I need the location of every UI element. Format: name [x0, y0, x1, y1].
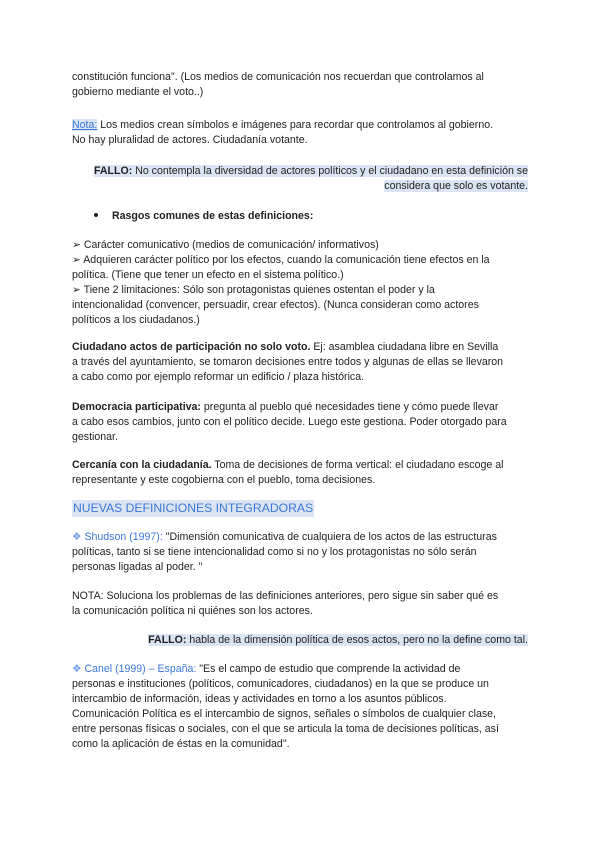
fallo2-label: FALLO: — [148, 634, 187, 646]
section-heading: NUEVAS DEFINICIONES INTEGRADORAS — [73, 501, 314, 515]
bullet-icon — [94, 213, 98, 217]
nota-label: Nota: — [72, 119, 98, 131]
fallo-paragraph: FALLO: No contempla la diversidad de actores políticos y el ciudadano en esta definición se considera que solo es votante. — [94, 165, 528, 192]
shudson-paragraph: ❖ Shudson (1997): "Dimensión comunicativa de cualquiera de los actos de las estructuras políticas, tanto si se tiene intencionalidad como si no y los protagonistas no sólo serán personas ligadas al poder. " — [72, 531, 497, 573]
shudson-label: Shudson (1997): — [81, 531, 163, 543]
diamond-icon: ❖ — [72, 663, 82, 675]
rasgos-heading: Rasgos comunes de estas definiciones: — [72, 209, 530, 224]
nota2-paragraph: NOTA: Soluciona los problemas de las definiciones anteriores, pero sigue sin saber qué es la comunicación política ni quiénes son los actores. — [72, 590, 499, 617]
cercania-paragraph: Cercanía con la ciudadanía. Toma de decisiones de forma vertical: el ciudadano escoge al representante y este cogobierna con el pueblo, toma decisiones. — [72, 459, 504, 486]
intro-paragraph: constitución funciona". (Los medios de comunicación nos recuerdan que controlamos al gobierno mediante el voto..) — [72, 71, 484, 98]
canel-label: Canel (1999) – España: — [81, 663, 197, 675]
nota-paragraph: Nota: Los medios crean símbolos e imágenes para recordar que controlamos al gobierno. No hay pluralidad de actores. Ciudadanía votante. — [72, 119, 494, 146]
democracia-paragraph: Democracia participativa: pregunta al pueblo qué necesidades tiene y cómo puede llevar a cabo esos cambios, junto con el político decide. Luego este gestiona. Poder otorgado para gestionar. — [72, 401, 507, 443]
canel-paragraph: ❖ Canel (1999) – España: "Es el campo de estudio que comprende la actividad de personas e instituciones (políticos, comunicadores, ciudadanos) en la que se produce un intercambio de información, ideas y actividades en torno a los asuntos públicos. Comunicación Política es el intercambio de signos, señales o símbolos de cualquier clase, entre personas físicas o sociales, con el que se articula la toma de decisiones políticas, así como la aplicación de éstas en la comunidad". — [72, 663, 499, 750]
fallo-label: FALLO: — [94, 165, 133, 177]
fallo2-paragraph: FALLO: habla de la dimensión política de esos actos, pero no la define como tal. — [148, 634, 528, 646]
rasgos-list: ➢ Carácter comunicativo (medios de comunicación/ informativos) ➢ Adquieren carácter político por los efectos, cuando la comunicación tiene efectos en la política. (Tiene que tener un efecto en el sistema político.) ➢ Tiene 2 limitaciones: Sólo son protagonistas quienes ostentan el poder y la intencionalidad (convencer, persuadir, crear efectos). (Nunca consideran como actores políticos a los ciudadanos.) — [72, 239, 490, 326]
diamond-icon: ❖ — [72, 531, 82, 543]
ciudadano-paragraph: Ciudadano actos de participación no solo voto. Ej: asamblea ciudadana libre en Sevilla a través del ayuntamiento, se tomaron decisiones entre todos y algunas de ellas se llevaron a cabo como por ejemplo reformar un edificio / plaza histórica. — [72, 341, 504, 383]
